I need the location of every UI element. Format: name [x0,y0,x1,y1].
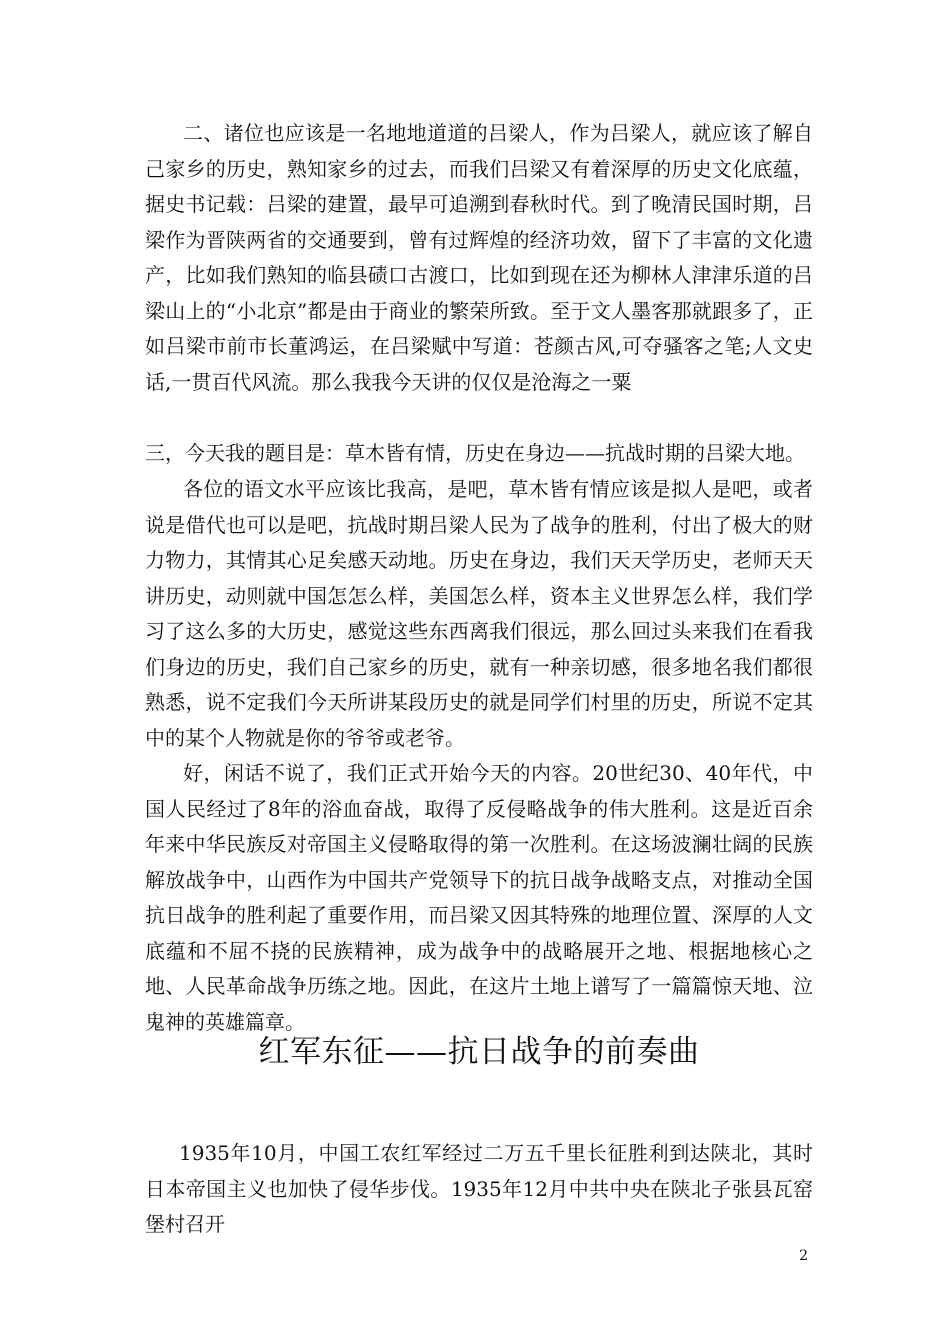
paragraph-topic: 三，今天我的题目是：草木皆有情，历史在身边——抗战时期的吕梁大地。 [145,441,805,465]
paragraph-language-level: 各位的语文水平应该比我高，是吧，草木皆有情应该是拟人是吧，或者说是借代也可以是吧，抗战时期吕梁人民为了战争的胜利，付出了极大的财力物力，其情其心足矣感天动地。历史在身边，我们天天学历史，老师天天讲历史，动则就中国怎怎么样，美国怎么样，资本主义世界怎么样，我们学习了这么多的大历史，感觉这些东西离我们很远，那么回过头来我们在看我们身边的历史，我们自己家乡的历史，就有一种亲切感，很多地名我们都很熟悉，说不定我们今天所讲某段历史的就是同学们村里的历史，所说不定其中的某个人物就是你的爷爷或老爷。 [145,477,813,750]
section-title: 红军东征——抗日战争的前奏曲 [258,1034,700,1070]
paragraph-war-overview: 好，闲话不说了，我们正式开始今天的内容。20世纪30、40年代，中国人民经过了8年的浴血奋战，取得了反侵略战争的伟大胜利。这是近百余年来中华民族反对帝国主义侵略取得的第一次胜利。在这场波澜壮阔的民族解放战争中，山西作为中国共产党领导下的抗日战争战略支点，对推动全国抗日战争的胜利起了重要作用，而吕梁又因其特殊的地理位置、深厚的人文底蕴和不屈不挠的民族精神，成为战争中的战略展开之地、根据地核心之地、人民革命战争历练之地。因此，在这片土地上谱写了一篇篇惊天地、泣鬼神的英雄篇章。 [145,761,813,1034]
page-number: 2 [799,1248,808,1264]
paragraph-intro-history: 二、诸位也应该是一名地地道道的吕梁人，作为吕梁人，就应该了解自己家乡的历史，熟知家乡的过去，而我们吕梁又有着深厚的历史文化底蕴，据史书记载：吕梁的建置，最早可追溯到春秋时代。到了晚清民国时期，吕梁作为晋陕两省的交通要到，曾有过辉煌的经济功效，留下了丰富的文化遗产，比如我们熟知的临县碛口古渡口，比如到现在还为柳林人津津乐道的吕梁山上的“小北京”都是由于商业的繁荣所致。至于文人墨客那就跟多了，正如吕梁市前市长董鸿运，在吕梁赋中写道：苍颜古风,可夺骚客之笔;人文史话,一贯百代风流。那么我我今天讲的仅仅是沧海之一粟 [145,121,813,394]
paragraph-red-army-1935: 1935年10月，中国工农红军经过二万五千里长征胜利到达陕北，其时日本帝国主义也加快了侵华步伐。1935年12月中共中央在陕北子张县瓦窑堡村召开 [145,1141,813,1236]
